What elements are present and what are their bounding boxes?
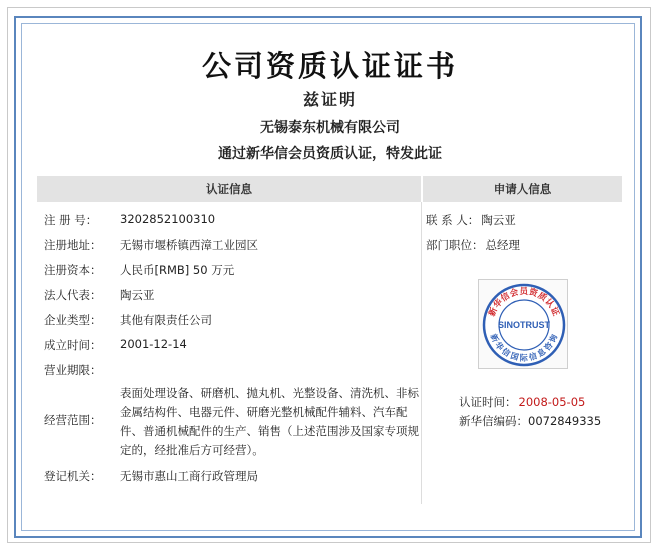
position-value: 总经理 (485, 238, 520, 252)
seal-top-text: 新华信会员资质认证 (487, 287, 561, 319)
certification-number-label: 新华信编码： (459, 414, 528, 428)
column-divider (421, 202, 422, 504)
field-value: 3202852100310 (120, 212, 216, 226)
field-label: 成立时间： (44, 338, 102, 352)
certification-date (459, 394, 585, 410)
table-header (37, 176, 622, 202)
sinotrust-seal-icon (478, 279, 568, 369)
field-value: 无锡市堰桥镇西漳工业园区 (120, 238, 258, 252)
certification-number-value: 0072849335 (528, 414, 602, 428)
field-label: 注册地址： (44, 238, 102, 252)
header-certification-info: 认证信息 (37, 176, 423, 202)
applicant-contact (426, 212, 516, 228)
field-label: 注册资本： (44, 263, 102, 277)
certification-date-value: 2008-05-05 (518, 395, 586, 409)
field-label: 登记机关： (44, 469, 102, 483)
seal-bottom-text: 新华信国际信息咨询 (488, 332, 560, 363)
field-value: 人民币[RMB] 50 万元 (120, 263, 235, 277)
certification-date-label: 认证时间： (459, 395, 517, 409)
field-value: 其他有限责任公司 (120, 313, 212, 327)
certification-number (459, 413, 601, 429)
seal-middle-text: SINOTRUST (497, 320, 551, 330)
field-label: 营业期限： (44, 363, 102, 377)
header-applicant-info: 申请人信息 (493, 182, 552, 196)
field-value: 表面处理设备、研磨机、抛丸机、光整设备、清洗机、非标金属结构件、电器元件、研磨光整机械配件辅料、汽车配件、普通机械配件的生产、销售（上述范围涉及国家专项规定的，经批准后方可经营）。 (120, 386, 419, 457)
certificate-subtitle: 兹证明 (302, 90, 357, 109)
field-label: 注 册 号： (44, 213, 98, 227)
contact-label: 联 系 人： (426, 213, 480, 227)
field-label: 法人代表： (44, 288, 102, 302)
position-label: 部门职位： (426, 238, 484, 252)
certification-statement: 通过新华信会员资质认证，特发此证 (218, 146, 442, 162)
certificate-title: 公司资质认证证书 (201, 49, 458, 83)
field-value: 陶云亚 (120, 288, 155, 302)
applicant-position (426, 237, 520, 253)
company-name: 无锡泰东机械有限公司 (260, 120, 400, 136)
field-label: 企业类型： (44, 313, 102, 327)
contact-value: 陶云亚 (481, 213, 516, 227)
field-label: 经营范围： (44, 413, 102, 427)
field-value: 无锡市惠山工商行政管理局 (120, 469, 258, 483)
field-value: 2001-12-14 (120, 337, 187, 351)
